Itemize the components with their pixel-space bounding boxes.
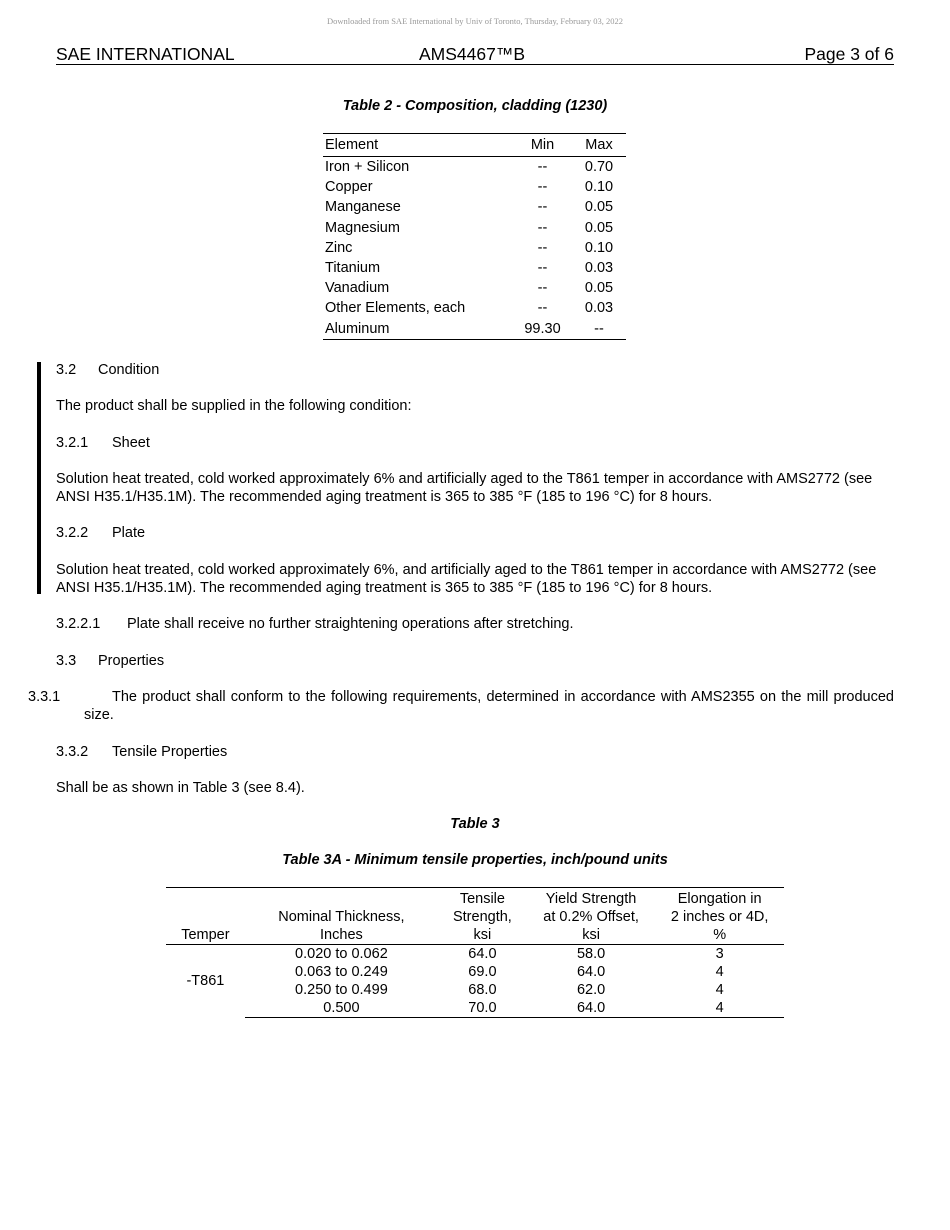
min-cell: -- [537,199,548,216]
header-page-number: Page 3 of 6 [804,44,894,64]
min-cell: -- [537,159,548,176]
table3-caption: Table 3 [450,816,500,832]
max-cell: 0.10 [584,179,614,196]
element-cell: Manganese [325,199,401,216]
table-row [323,278,626,298]
column-header-thickness: Nominal Thickness, Inches [245,888,438,945]
thickness-cell: 0.250 to 0.499 [295,982,388,998]
element-cell: Magnesium [325,219,400,236]
header-org: SAE INTERNATIONAL [56,44,235,64]
min-cell: -- [537,300,548,317]
tensile-cell: 70.0 [438,999,527,1018]
column-header: Min [513,134,572,157]
section-heading-3-3 [56,652,894,670]
tensile-cell: 69.0 [468,964,497,980]
temper-cell: -T861 [186,973,225,990]
max-cell: 0.05 [584,219,614,236]
tensile-cell: 68.0 [468,982,497,998]
table-header-row [323,134,626,157]
tensile-properties-table [166,887,784,1018]
elongation-cell: 4 [715,964,724,980]
yield-cell: 64.0 [576,964,606,980]
table-row [323,197,626,217]
element-cell: Copper [325,179,373,196]
min-cell: 99.30 [513,319,572,340]
section-number: 3.2.1 [56,435,89,451]
min-cell: -- [537,280,548,297]
element-cell: Other Elements, each [325,300,466,317]
column-header: Max [572,134,626,157]
table-row [166,999,784,1018]
section-number: 3.2 [56,362,77,378]
table-row [166,945,784,964]
composition-table [323,133,626,340]
thickness-cell: 0.020 to 0.062 [295,946,388,962]
section-3-2-2-1 [56,615,894,633]
min-cell: -- [537,219,548,236]
yield-cell: 64.0 [527,999,656,1018]
table2-caption: Table 2 - Composition, cladding (1230) [342,98,608,114]
thickness-cell: 0.063 to 0.249 [295,964,388,980]
section-title: Sheet [112,435,150,451]
section-number: 3.3.2 [56,744,89,760]
elongation-cell: 4 [655,999,784,1018]
column-header-temper: Temper [166,888,245,945]
table-row [323,258,626,278]
change-bar [37,362,41,594]
download-note: Downloaded from SAE International by Univ of Toronto, Thursday, February 03, 2022 [327,16,623,26]
elongation-cell: 3 [715,946,724,962]
table-row [166,981,784,999]
column-header: Element [323,134,513,157]
section-heading-3-2 [56,361,894,379]
max-cell: 0.10 [584,239,614,256]
section-heading-3-2-1 [56,434,894,452]
section-heading-3-3-2 [56,743,894,761]
header-doc-number: AMS4467™B [419,44,526,64]
section-title: The product shall conform to the following requirements, determined in accordance with AMS2355 on the mill produced size. [84,689,894,723]
tensile-cell: 64.0 [468,946,497,962]
section-title: Properties [98,653,165,669]
section-text: Solution heat treated, cold worked approximately 6% and artificially aged to the T861 temper in accordance with AMS2772 (see ANSI H35.1/H35.1M). The recommended aging treatment is 365 to 385 °F (185 to 196 °C) for 8 hours. [56,471,873,505]
min-cell: -- [537,239,548,256]
column-header-tensile: Tensile Strength, ksi [438,888,527,945]
section-number: 3.2.2 [56,525,89,541]
element-cell: Zinc [325,239,353,256]
section-title: Plate shall receive no further straightening operations after stretching. [127,616,574,632]
table-row [323,319,626,340]
table-row [323,177,626,197]
section-heading-3-2-2 [56,524,894,542]
element-cell: Vanadium [325,280,390,297]
yield-cell: 62.0 [576,982,606,998]
table-row [166,963,784,981]
table-row [323,157,626,178]
max-cell: 0.70 [584,159,614,176]
max-cell: 0.03 [584,260,614,277]
element-cell: Aluminum [323,319,513,340]
max-cell: -- [572,319,626,340]
column-header-yield: Yield Strength at 0.2% Offset, ksi [527,888,656,945]
section-text: Shall be as shown in Table 3 (see 8.4). [56,780,305,796]
table3a-caption: Table 3A - Minimum tensile properties, inch/pound units [282,852,668,868]
section-number: 3.3.1 [28,689,61,705]
element-cell: Titanium [325,260,381,277]
table-row [323,218,626,238]
max-cell: 0.05 [584,199,614,216]
table-row [323,298,626,318]
table-row [323,238,626,258]
min-cell: -- [537,179,548,196]
section-number: 3.3 [56,653,77,669]
section-title: Condition [98,362,160,378]
element-cell: Iron + Silicon [325,159,410,176]
column-header-elongation: Elongation in 2 inches or 4D, % [655,888,784,945]
max-cell: 0.03 [584,300,614,317]
section-3-3-1 [28,688,894,724]
yield-cell: 58.0 [576,946,606,962]
thickness-cell: 0.500 [245,999,438,1018]
section-number: 3.2.2.1 [56,616,101,632]
min-cell: -- [537,260,548,277]
elongation-cell: 4 [715,982,724,998]
section-title: Tensile Properties [112,744,228,760]
section-text: Solution heat treated, cold worked approximately 6%, and artificially aged to the T861 temper in accordance with AMS2772 (see ANSI H35.1/H35.1M). The recommended aging treatment is 365 to 385 °F (185 to 196 °C) for 8 hours. [56,562,877,596]
table-header-row [166,888,784,945]
section-text: The product shall be supplied in the following condition: [56,398,412,414]
max-cell: 0.05 [584,280,614,297]
page-header [56,44,894,65]
section-title: Plate [112,525,146,541]
